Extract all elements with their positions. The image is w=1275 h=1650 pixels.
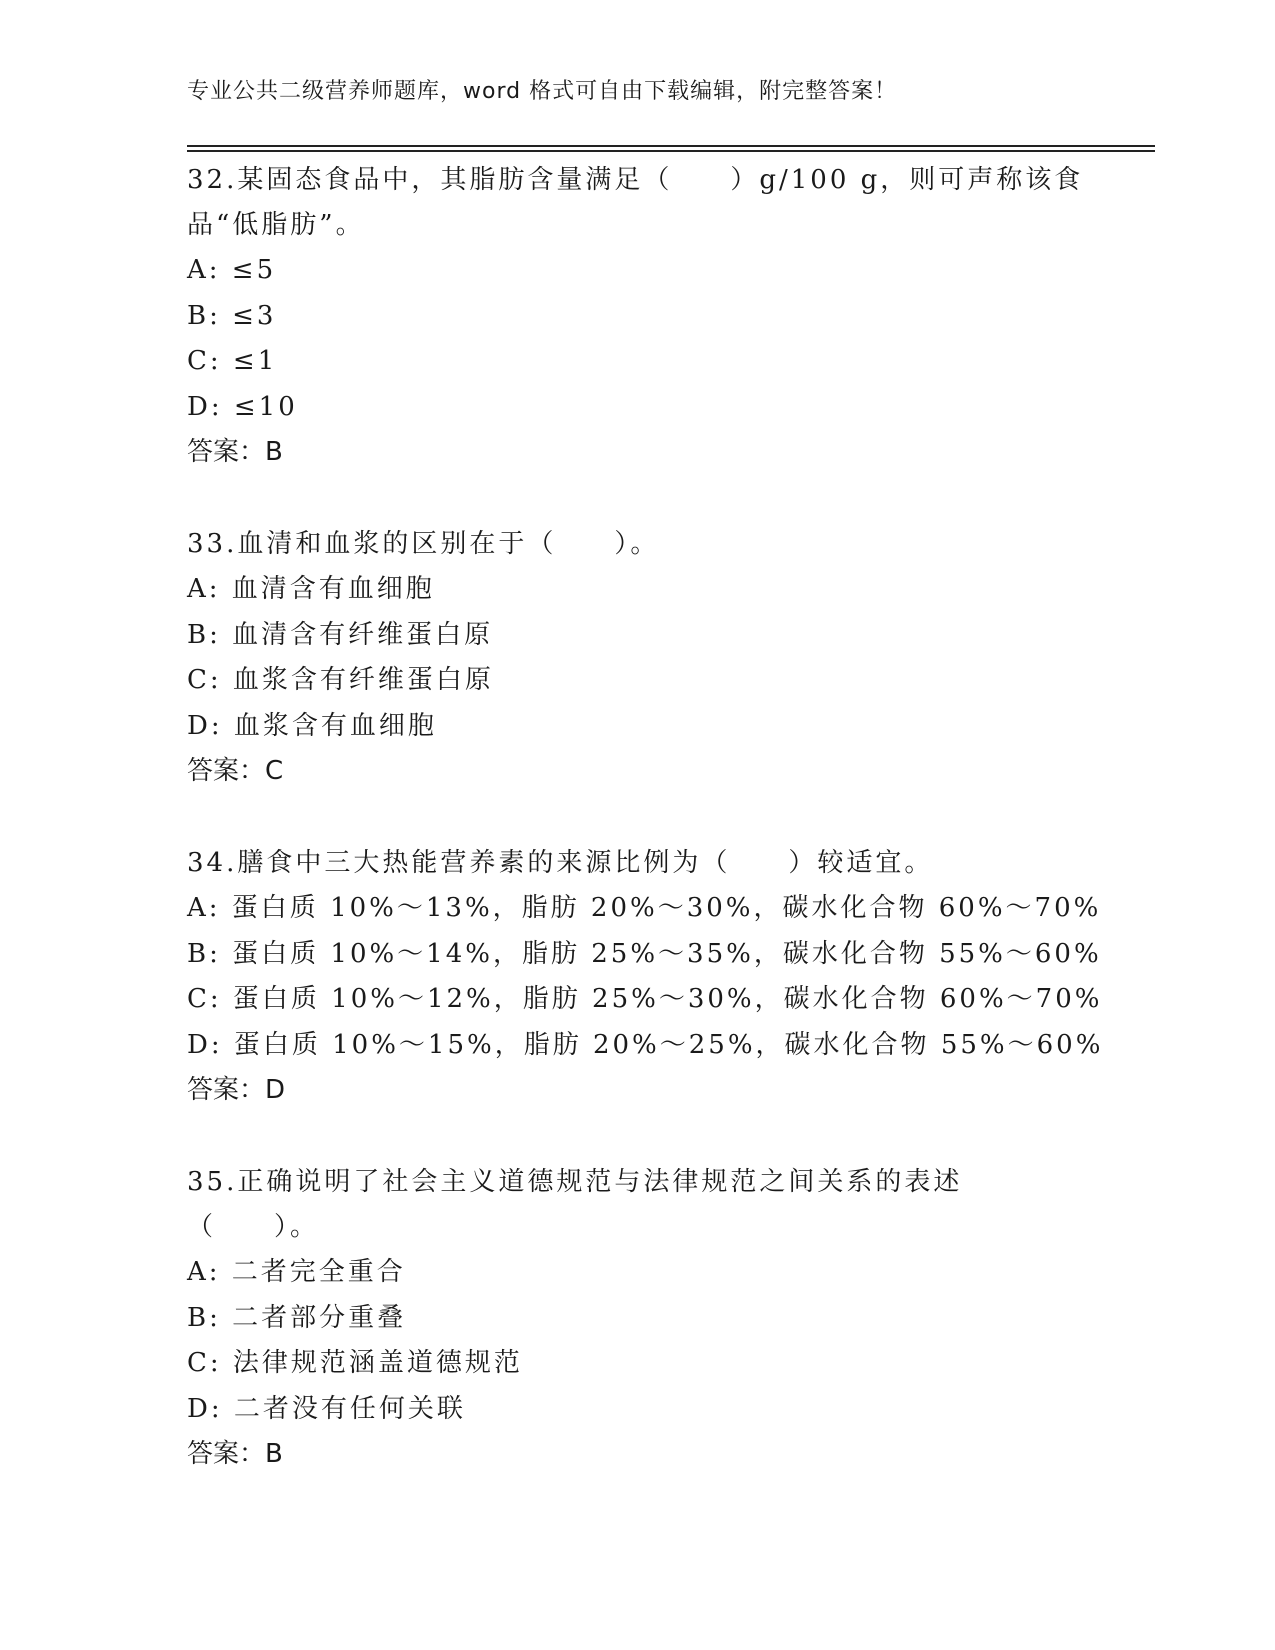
option-a: A: 蛋白质 10%～13%，脂肪 20%～30%，碳水化合物 60%～70% (187, 893, 1102, 923)
option-b: B: 血清含有纤维蛋白原 (187, 619, 494, 650)
option-d: D: 二者没有任何关联 (187, 1393, 466, 1424)
option-d: D: 蛋白质 10%～15%，脂肪 20%～25%，碳水化合物 55%～60% (187, 1029, 1104, 1060)
question-34 (187, 841, 1104, 1113)
option-a: A: 二者完全重合 (187, 1257, 406, 1287)
option-c: C: ≤1 (187, 346, 278, 376)
question-stem: 34.膳食中三大热能营养素的来源比例为（ ）较适宜。 (187, 848, 934, 878)
option-a: A: ≤5 (187, 255, 277, 285)
option-c: C: 蛋白质 10%～12%，脂肪 25%～30%，碳水化合物 60%～70% (187, 984, 1103, 1014)
answer-line: 答案：B (187, 1439, 283, 1469)
question-list (187, 158, 1104, 1477)
answer-line: 答案：B (187, 437, 283, 467)
option-c: C: 血浆含有纤维蛋白原 (187, 665, 494, 695)
option-b: B: ≤3 (187, 300, 277, 331)
option-c: C: 法律规范涵盖道德规范 (187, 1348, 523, 1378)
question-spacer (187, 1113, 1087, 1160)
header-divider-top (187, 145, 1155, 147)
question-stem: 33.血清和血浆的区别在于（ ）。 (187, 529, 660, 559)
question-spacer (187, 794, 1087, 841)
question-stem: 32.某固态食品中，其脂肪含量满足（ ）g/100 g，则可声称该食品“低脂肪”。 (187, 165, 1084, 240)
option-b: B: 蛋白质 10%～14%，脂肪 25%～35%，碳水化合物 55%～60% (187, 938, 1102, 969)
option-d: D: 血浆含有血细胞 (187, 710, 437, 741)
option-b: B: 二者部分重叠 (187, 1302, 407, 1333)
header-divider-bottom (187, 150, 1155, 152)
answer-line: 答案：C (187, 756, 284, 786)
question-stem: 35.正确说明了社会主义道德规范与法律规范之间关系的表述（ ）。 (187, 1167, 963, 1242)
option-a: A: 血清含有血细胞 (187, 574, 435, 604)
question-33 (187, 522, 1087, 794)
question-32 (187, 158, 1087, 475)
answer-line: 答案：D (187, 1075, 286, 1105)
question-35 (187, 1160, 1087, 1477)
option-d: D: ≤10 (187, 391, 298, 422)
page-header: 专业公共二级营养师题库，word 格式可自由下载编辑，附完整答案！ (187, 79, 898, 104)
question-spacer (187, 475, 1087, 522)
